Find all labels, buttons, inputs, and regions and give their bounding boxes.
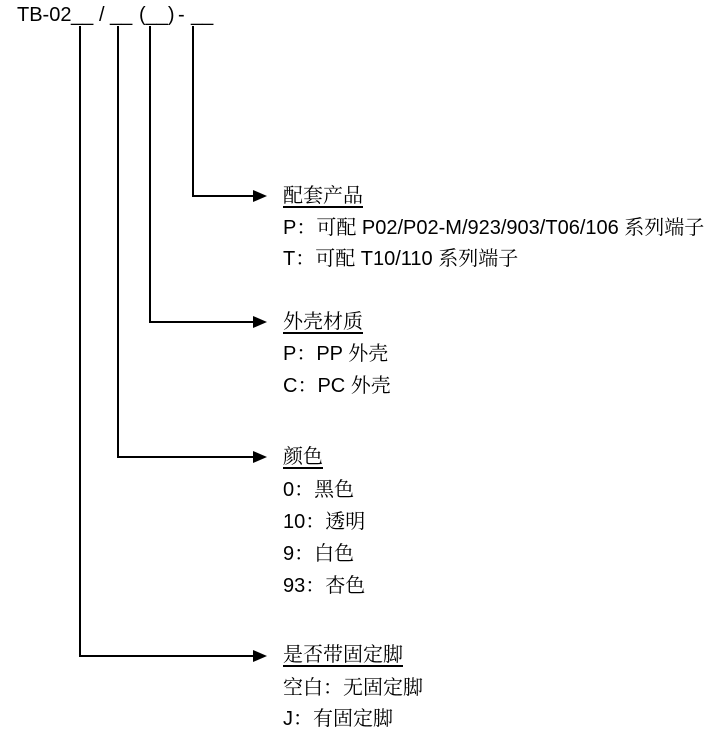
code-blank-4: __	[191, 4, 214, 26]
connector-vline-shell-material	[149, 26, 151, 323]
section-item-shell-material-p: P：PP 外壳	[283, 343, 389, 365]
section-title-color: 颜色	[283, 446, 323, 468]
section-item-color-10: 10：透明	[283, 511, 366, 533]
connector-vline-color	[117, 26, 119, 458]
connector-hline-fixing-feet	[79, 655, 253, 657]
section-item-color-0: 0：黑色	[283, 479, 355, 501]
section-item-shell-material-c: C：PC 外壳	[283, 375, 391, 397]
section-item-color-93: 93：杏色	[283, 575, 366, 597]
code-blank-2: __	[110, 4, 133, 26]
section-item-fixing-feet-blank: 空白：无固定脚	[283, 677, 423, 699]
arrowhead-right-icon	[253, 190, 267, 202]
connector-hline-color	[117, 456, 253, 458]
code-prefix: TB-02	[17, 4, 72, 26]
connector-vline-fixing-feet	[79, 26, 81, 657]
arrowhead-right-icon	[253, 451, 267, 463]
section-item-fixing-feet-j: J：有固定脚	[283, 708, 393, 730]
connector-hline-shell-material	[149, 321, 253, 323]
section-item-color-9: 9：白色	[283, 543, 355, 565]
code-separator-dash: -	[178, 4, 185, 26]
section-title-fixing-feet: 是否带固定脚	[283, 644, 403, 666]
code-separator-slash: /	[99, 4, 105, 26]
section-title-shell-material: 外壳材质	[283, 311, 363, 333]
code-blank-1: __	[71, 4, 94, 26]
arrowhead-right-icon	[253, 650, 267, 662]
section-item-matching-products-p: P：可配 P02/P02-M/923/903/T06/106 系列端子	[283, 217, 705, 239]
arrowhead-right-icon	[253, 316, 267, 328]
connector-vline-matching-products	[192, 26, 194, 197]
code-blank-3-parens: (__)	[139, 4, 175, 26]
connector-hline-matching-products	[192, 195, 253, 197]
section-title-matching-products: 配套产品	[283, 185, 363, 207]
section-item-matching-products-t: T：可配 T10/110 系列端子	[283, 248, 519, 270]
